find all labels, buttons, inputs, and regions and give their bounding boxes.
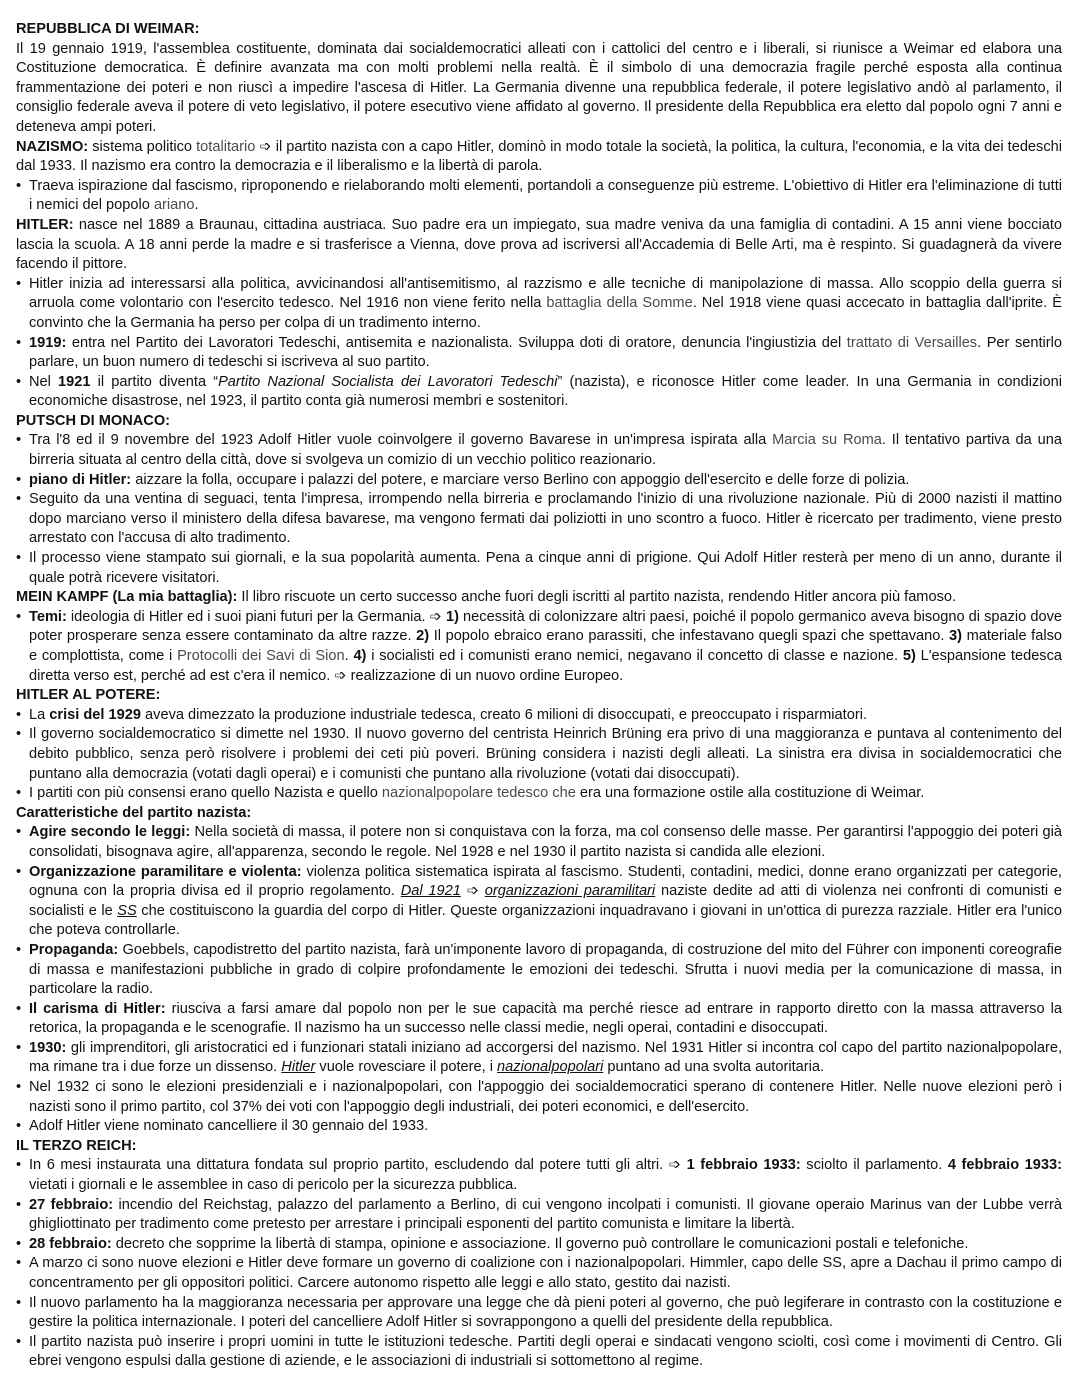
reich-list	[16, 1156, 1062, 1372]
list-item: • 28 febbraio: decreto che sopprime la libertà di stampa, opinione e associazione. Il governo può controllare le comunicazioni postali e telefoniche.	[16, 1235, 1062, 1255]
heading-nazismo: NAZISMO:	[16, 138, 89, 155]
list-item: • Traeva ispirazione dal fascismo, riproponendo e rielaborando molti elementi, portandoli a conseguenze più estreme. L'obiettivo di Hitler era l'eliminazione di tutti i nemici del popolo ariano.	[16, 177, 1062, 216]
list-item: • Il processo viene stampato sui giornali, e la sua popolarità aumenta. Pena a cinque anni di prigione. Qui Adolf Hitler resterà per meno di un anno, durante il quale potrà ricevere visitatori.	[16, 549, 1062, 588]
heading-terzo-reich: IL TERZO REICH:	[16, 1137, 137, 1154]
section-weimar	[16, 20, 1062, 138]
list-item: • I partiti con più consensi erano quello Nazista e quello nazionalpopolare tedesco che era una formazione ostile alla costituzione di Weimar.	[16, 784, 1062, 804]
putsch-list	[16, 431, 1062, 588]
hitler-list	[16, 275, 1062, 412]
heading-mein-kampf: MEIN KAMPF (La mia battaglia):	[16, 589, 238, 606]
list-item: • Il nuovo parlamento ha la maggioranza necessaria per approvare una legge che dà pieni poteri al governo, che può legiferare in contrasto con la costituzione e gestire la politica internazionale. I poteri del cancelliere Adolf Hitler si sovrappongono a quelli del presidente della repubblica.	[16, 1294, 1062, 1333]
caratteristiche-list	[16, 823, 1062, 1137]
list-item: • Propaganda: Goebbels, capodistretto del partito nazista, farà un'imponente lavoro di propaganda, di costruzione del mito del Führer con imponenti coreografie di massa e manifestazioni pubbliche in grado di colpire profondamente le emozioni dei tedeschi. Sfrutta i nuovi media per la comunicazione di massa, in particolare la radio.	[16, 941, 1062, 1000]
section-nazismo	[16, 138, 1062, 216]
list-item: • In 6 mesi instaurata una dittatura fondata sul proprio partito, escludendo dal potere tutti gli altri. ➩ 1 febbraio 1933: sciolto il parlamento. 4 febbraio 1933: vietati i giornali e le assemblee in caso di pericolo per la sicurezza pubblica.	[16, 1156, 1062, 1195]
list-item: • A marzo ci sono nuove elezioni e Hitler deve formare un governo di coalizione con i nazionalpopolari. Himmler, capo delle SS, apre a Dachau il primo campo di concentramento per gli oppositori politici. Carcere autonomo rispetto alle leggi e allo stato, gestito dai nazisti.	[16, 1254, 1062, 1293]
section-hitler-al-potere	[16, 686, 1062, 804]
link-ariano[interactable]: ariano	[153, 197, 195, 214]
heading-weimar: REPUBBLICA DI WEIMAR:	[16, 21, 200, 37]
meinkampf-paragraph: MEIN KAMPF (La mia battaglia): Il libro riscuote un certo successo anche fuori degli iscritti al partito nazista, rendendo Hitler ancora più famoso.	[16, 589, 957, 606]
heading-hitler: HITLER:	[16, 216, 74, 233]
link-versailles[interactable]: trattato di Versailles	[846, 334, 978, 351]
list-item: • Il carisma di Hitler: riusciva a farsi amare dal popolo non per le sue capacità ma perché riesce ad entrare in rapporto diretto con la massa attraverso la retorica, la propaganda e le scenografie. Il nazismo ha un successo nelle classi medie, negli operai, contadini e disoccupati.	[16, 1000, 1062, 1039]
section-putsch	[16, 412, 1062, 588]
list-item: • 1919: entra nel Partito dei Lavoratori Tedeschi, antisemita e nazionalista. Sviluppa doti di oratore, denuncia l'ingiustizia del trattato di Versailles. Per sentirlo parlare, un buon numero di tedeschi si iscriveva al suo partito.	[16, 334, 1062, 373]
link-somme[interactable]: battaglia della Somme	[546, 295, 693, 312]
list-item: • Nel 1932 ci sono le elezioni presidenziali e i nazionalpopolari, con l'appoggio dei socialdemocratici sperano di contenere Hitler. Nelle nuove elezioni però i nazisti sono il primo partito, col 37% dei voti con l'appoggio degli industriali, dei poteri economici, e dell'esercito.	[16, 1078, 1062, 1117]
list-item: • La crisi del 1929 aveva dimezzato la produzione industriale tedesca, creato 6 milioni di disoccupati, e preoccupato i risparmiatori.	[16, 706, 1062, 726]
link-totalitario[interactable]: totalitario	[196, 138, 256, 155]
potere-list	[16, 706, 1062, 804]
list-item: • Seguito da una ventina di seguaci, tenta l'impresa, irrompendo nella birreria e proclamando l'inizio di una rivoluzione nazionale. Più di 2000 nazisti il mattino dopo marciano verso il ministero della difesa bavarese, ma vengono fermati dai poliziotti in uno scontro a fuoco. Hitler è ricercato per tradimento, viene presto arrestato con l'accusa di alto tradimento.	[16, 490, 1062, 549]
heading-hitler-al-potere: HITLER AL POTERE:	[16, 687, 161, 704]
link-nazionalpopolare[interactable]: nazionalpopolare tedesco che	[381, 785, 576, 802]
link-protocolli[interactable]: Protocolli dei Savi di Sion	[177, 648, 345, 664]
link-marcia-su-roma[interactable]: Marcia su Roma	[772, 432, 882, 449]
list-item: • Temi: ideologia di Hitler ed i suoi piani futuri per la Germania. ➩ 1) necessità di colonizzare altri paesi, poiché il popolo germanico aveva bisogno di spazio dove poter prosperare senza essere contaminato da altre razze. 2) Il popolo ebraico erano parassiti, che infestavano quegli spazi che spettavano. 3) materiale falso e complottista, come i Protocolli dei Savi di Sion. 4) i socialisti ed i comunisti erano nemici, negavano il concetto di classe e nazione. 5) L'espansione tedesca diretta verso est, perché ad est c'era il nemico. ➩ realizzazione di un nuovo ordine Europeo.	[16, 608, 1062, 686]
list-item: • Il partito nazista può inserire i propri uomini in tutte le istituzioni tedesche. Partiti degli operai e sindacati vengono sciolti, così come i movimenti di Centro. Gli ebrei vengono espulsi dalla gestione di aziende, e le associazioni di industriali si sottomettono al regime.	[16, 1333, 1062, 1372]
list-item: • Tra l'8 ed il 9 novembre del 1923 Adolf Hitler vuole coinvolgere il governo Bavarese in un'impresa ispirata alla Marcia su Roma. Il tentativo partiva da una birreria situata al centro della città, dove si svolgeva un comizio di un vecchio politico reazionario.	[16, 431, 1062, 470]
meinkampf-list	[16, 608, 1062, 686]
heading-caratteristiche: Caratteristiche del partito nazista:	[16, 804, 252, 821]
list-item: • 1930: gli imprenditori, gli aristocratici ed i funzionari statali iniziano ad accorgersi del nazismo. Nel 1931 Hitler si incontra col capo del partito nazionalpopolare, ma rimane tra i due forze un dissenso. Hitler vuole rovesciare il potere, i nazionalpopolari puntano ad una svolta autoritaria.	[16, 1039, 1062, 1078]
section-caratteristiche	[16, 804, 1062, 1137]
list-item: • Nel 1921 il partito diventa “Partito Nazional Socialista dei Lavoratori Tedeschi” (nazista), e riconosce Hitler come leader. In una Germania in condizioni economiche disastrose, nel 1923, il partito conta già numerosi membri e sostenitori.	[16, 373, 1062, 412]
section-mein-kampf	[16, 588, 1062, 686]
list-item: • Hitler inizia ad interessarsi alla politica, avvicinandosi all'antisemitismo, al razzismo e alle tecniche di manipolazione di massa. Allo scoppio della guerra si arruola come volontario con l'esercito tedesco. Nel 1916 non viene ferito nella battaglia della Somme. Nel 1918 viene quasi accecato in battaglia dall'iprite. È convinto che la Germania ha perso per colpa di un tradimento interno.	[16, 275, 1062, 334]
nazismo-list	[16, 177, 1062, 216]
list-item: • piano di Hitler: aizzare la folla, occupare i palazzi del potere, e marciare verso Berlino con appoggio dell'esercito e delle forze di polizia.	[16, 471, 1062, 491]
list-item: • Organizzazione paramilitare e violenta: violenza politica sistematica ispirata al fascismo. Studenti, contadini, medici, donne erano organizzati per categorie, ognuna con la propria divisa ed il proprio regolamento. Dal 1921 ➩ organizzazioni paramilitari naziste dedite ad atti di violenza nei confronti di comunisti e socialisti e le SS che costituiscono la guardia del corpo di Hitler. Queste organizzazioni inquadravano i giovani in un'ottica di purezza razziale. Hitler era l'unico che poteva controllarle.	[16, 863, 1062, 941]
section-terzo-reich	[16, 1137, 1062, 1372]
nazismo-paragraph: NAZISMO: sistema politico totalitario ➩ il partito nazista con a capo Hitler, dominò in modo totale la società, la politica, la cultura, l'economia, e la vita dei tedeschi dal 1933. Il nazismo era contro la democrazia e il liberalismo e la libertà di parola.	[16, 138, 1062, 175]
hitler-paragraph: HITLER: nasce nel 1889 a Braunau, cittadina austriaca. Suo padre era un impiegato, sua madre veniva da una famiglia di contadini. A 15 anni viene bocciato lascia la scuola. A 18 anni perde la madre e si trasferisce a Vienna, dove prova ad iscriversi all'Accademia di Belle Arti, ma è respinto. Si guadagnerà da vivere facendo il pittore.	[16, 216, 1062, 273]
list-item: • Il governo socialdemocratico si dimette nel 1930. Il nuovo governo del centrista Heinrich Brüning era privo di una maggioranza e puntava al contenimento del debito pubblico, senza però risolvere i problemi dei ceti più poveri. Brüning considera i nazisti degli alleati. La sinistra era divisa in socialdemocratici che puntano alla democrazia (votati dagli operai) e i comunisti che puntano alla rivoluzione (votati dai disoccupati).	[16, 725, 1062, 784]
weimar-paragraph: Il 19 gennaio 1919, l'assemblea costituente, dominata dai socialdemocratici alleati con i cattolici del centro e i liberali, si riunisce a Weimar ed elabora una Costituzione democratica. È definire avanzata ma con molti problemi nella realtà. È il simbolo di una democrazia fragile perché esposta alla continua frammentazione dei poteri e non riuscì a impedire l'ascesa di Hitler. La Germania divenne una repubblica federale, il potere legislativo andò al parlamento, il consiglio federale aveva il potere di veto legislativo, il potere esecutivo viene affidato al governo. Il presidente della Repubblica era eletto dal popolo ogni 7 anni e deteneva ampi poteri.	[16, 40, 1062, 135]
heading-putsch: PUTSCH DI MONACO:	[16, 412, 171, 429]
list-item: • 27 febbraio: incendio del Reichstag, palazzo del parlamento a Berlino, di cui vengono incolpati i comunisti. Il giovane operaio Marinus van der Lubbe verrà ghigliottinato per tradimento come pretesto per arrestare i principali esponenti del partito comunista e limitare la libertà.	[16, 1196, 1062, 1235]
list-item: • Agire secondo le leggi: Nella società di massa, il potere non si conquistava con la forza, ma col consenso delle masse. Per garantirsi l'appoggio dei poteri già consolidati, bisognava agire, all'apparenza, secondo le regole. Nel 1928 e nel 1930 il partito nazista si candida alle elezioni.	[16, 823, 1062, 862]
section-hitler	[16, 216, 1062, 412]
list-item: • Adolf Hitler viene nominato cancelliere il 30 gennaio del 1933.	[16, 1117, 1062, 1137]
